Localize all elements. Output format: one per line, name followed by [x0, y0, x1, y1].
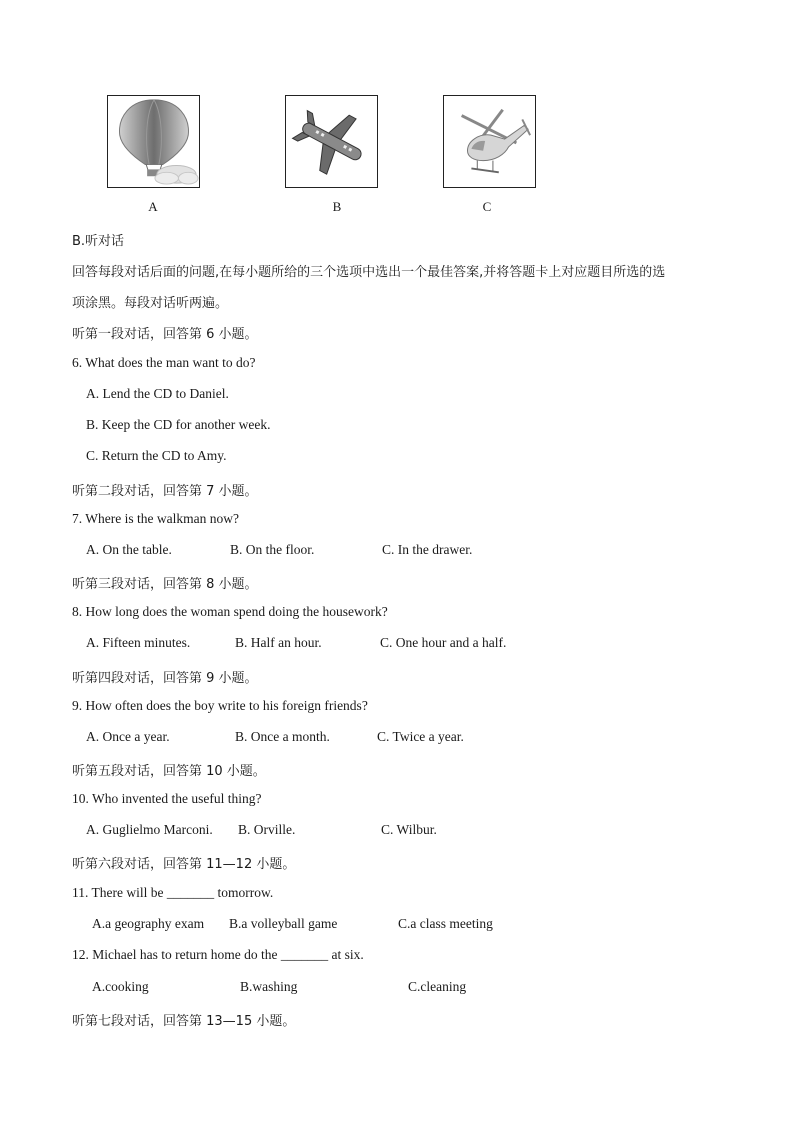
question-6-option-c: C. Return the CD to Amy. [86, 448, 227, 463]
question-8-option-a: A. Fifteen minutes. [86, 635, 191, 650]
question-9-option-a: A. Once a year. [86, 729, 170, 744]
question-7-option-a: A. On the table. [86, 542, 172, 557]
question-6-stem: 6. What does the man want to do? [72, 355, 256, 370]
section-b-heading: B.听对话 [72, 234, 125, 249]
question-6-option-a: A. Lend the CD to Daniel. [86, 386, 229, 401]
picture-a [107, 95, 200, 188]
picture-a-label: A [148, 199, 158, 214]
question-12-option-c: C.cleaning [408, 979, 467, 994]
hot-air-balloon-icon [108, 96, 199, 187]
question-8-option-b: B. Half an hour. [235, 635, 322, 650]
dialogue-5-heading: 听第五段对话，回答第 10 小题。 [72, 764, 266, 779]
picture-b [285, 95, 378, 188]
question-9-stem: 9. How often does the boy write to his foreign friends? [72, 698, 368, 713]
question-12-option-b: B.washing [240, 979, 298, 994]
picture-b-label: B [332, 199, 342, 214]
dialogue-2-heading: 听第二段对话，回答第 7 小题。 [72, 484, 258, 499]
question-9-option-c: C. Twice a year. [377, 729, 464, 744]
helicopter-icon [444, 96, 535, 187]
instructions-line-2: 项涂黑。每段对话听两遍。 [72, 296, 229, 311]
question-10-option-c: C. Wilbur. [381, 822, 437, 837]
dialogue-6-heading: 听第六段对话，回答第 11—12 小题。 [72, 857, 296, 872]
airplane-icon [286, 96, 377, 187]
question-8-option-c: C. One hour and a half. [380, 635, 507, 650]
instructions-line-1: 回答每段对话后面的问题,在每小题所给的三个选项中选出一个最佳答案,并将答题卡上对应题目所选的选 [72, 265, 666, 280]
question-9-option-b: B. Once a month. [235, 729, 330, 744]
question-8-stem: 8. How long does the woman spend doing the housework? [72, 604, 388, 619]
dialogue-3-heading: 听第三段对话，回答第 8 小题。 [72, 577, 258, 592]
question-10-option-b: B. Orville. [238, 822, 296, 837]
question-7-option-b: B. On the floor. [230, 542, 315, 557]
picture-c-label: C [482, 199, 492, 214]
question-11-option-c: C.a class meeting [398, 916, 493, 931]
question-7-option-c: C. In the drawer. [382, 542, 473, 557]
question-11-option-a: A.a geography exam [92, 916, 205, 931]
dialogue-4-heading: 听第四段对话，回答第 9 小题。 [72, 671, 258, 686]
question-10-option-a: A. Guglielmo Marconi. [86, 822, 213, 837]
question-11-stem: 11. There will be _______ tomorrow. [72, 885, 274, 900]
question-7-stem: 7. Where is the walkman now? [72, 511, 239, 526]
dialogue-1-heading: 听第一段对话，回答第 6 小题。 [72, 327, 258, 342]
question-12-stem: 12. Michael has to return home do the _______ at six. [72, 947, 364, 962]
question-10-stem: 10. Who invented the useful thing? [72, 791, 262, 806]
dialogue-7-heading: 听第七段对话，回答第 13—15 小题。 [72, 1014, 296, 1029]
picture-c [443, 95, 536, 188]
question-12-option-a: A.cooking [92, 979, 149, 994]
question-11-option-b: B.a volleyball game [229, 916, 338, 931]
question-6-option-b: B. Keep the CD for another week. [86, 417, 271, 432]
